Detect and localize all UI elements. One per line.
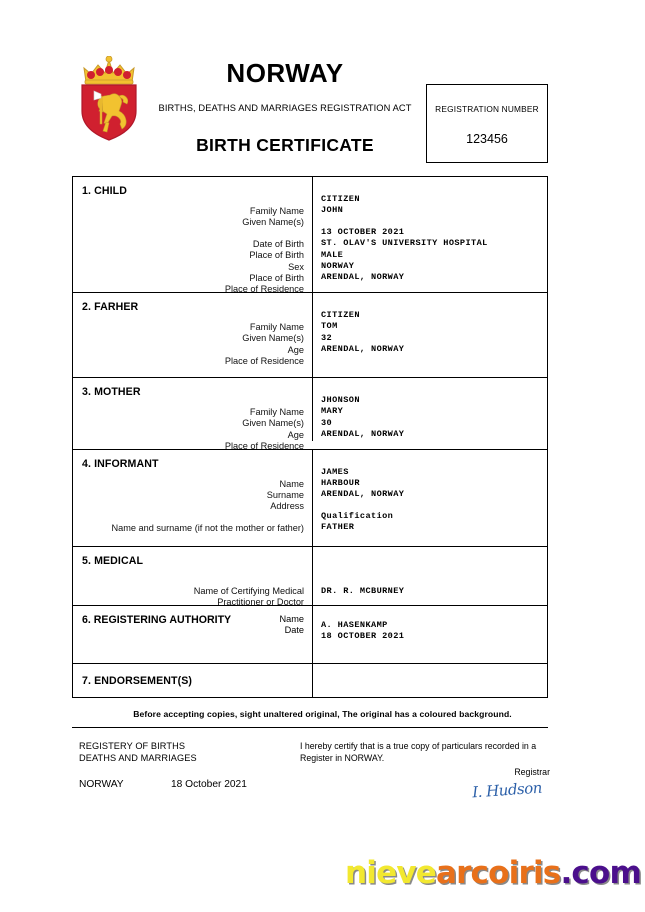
registration-number-box xyxy=(426,84,548,163)
label-place-of-birth-2: Place of Birth xyxy=(249,273,304,284)
value-family-name: CITIZEN xyxy=(321,194,360,204)
label-name: Name xyxy=(279,614,304,625)
section-child-labels xyxy=(82,206,304,296)
header-titles xyxy=(150,60,420,156)
certificate-footer xyxy=(72,727,572,827)
section-mother-left xyxy=(73,378,313,452)
registrar-signature: I. Hudson xyxy=(471,778,543,802)
section-informant-values xyxy=(321,467,541,534)
section-medical-title: 5. MEDICAL xyxy=(82,554,144,567)
section-mother-values xyxy=(321,395,541,441)
spacer xyxy=(321,217,541,227)
label-practitioner-line1: Name of Certifying Medical xyxy=(193,585,304,596)
value-given-names: JOHN xyxy=(321,205,344,216)
spacer xyxy=(82,229,304,239)
country-date-row xyxy=(79,779,247,790)
section-mother xyxy=(73,378,547,450)
section-informant xyxy=(73,450,547,547)
section-authority-labels xyxy=(231,614,304,637)
section-father-right xyxy=(313,293,547,377)
section-endorsement-right xyxy=(313,664,547,697)
value-surname: HARBOUR xyxy=(321,478,360,489)
section-mother-title: 3. MOTHER xyxy=(82,386,141,398)
certificate-header xyxy=(0,0,645,172)
label-sex: Sex xyxy=(288,261,304,272)
warning-text: Before accepting copies, sight unaltered original, The original has a coloured background. xyxy=(133,709,512,719)
label-address: Address xyxy=(270,501,304,512)
label-family-name: Family Name xyxy=(249,206,304,216)
section-registering-authority xyxy=(73,606,547,664)
section-medical-values xyxy=(321,586,541,597)
label-place-of-residence: Place of Residence xyxy=(224,356,304,367)
section-endorsement-left xyxy=(73,664,313,697)
footer-date: 18 October 2021 xyxy=(171,779,247,790)
registration-number-label: REGISTRATION NUMBER xyxy=(435,104,539,114)
value-place-of-residence: ARENDAL, NORWAY xyxy=(321,272,405,283)
section-father-values xyxy=(321,310,541,356)
section-child-left xyxy=(73,177,313,295)
registry-line-2: DEATHS AND MARRIAGES xyxy=(79,753,197,763)
value-age: 32 xyxy=(321,332,333,343)
registrar-label: Registrar xyxy=(514,767,550,777)
site-watermark xyxy=(345,855,641,891)
label-family-name: Family Name xyxy=(249,322,304,332)
section-medical xyxy=(73,547,547,606)
section-father xyxy=(73,293,547,378)
label-surname: Surname xyxy=(266,490,304,501)
value-place-of-birth-2: NORWAY xyxy=(321,261,355,272)
label-other-name: Name and surname (if not the mother or father) xyxy=(111,522,304,533)
section-father-labels xyxy=(82,322,304,368)
section-authority-left xyxy=(73,606,313,663)
value-name: A. HASENKAMP xyxy=(321,620,388,631)
value-place-of-residence: ARENDAL, NORWAY xyxy=(321,344,405,355)
section-mother-labels xyxy=(82,407,304,453)
spacer xyxy=(82,513,304,523)
section-informant-right xyxy=(313,450,547,546)
registry-block xyxy=(79,740,197,764)
section-medical-labels xyxy=(82,586,304,609)
value-qualification-label: Qualification xyxy=(321,510,394,521)
section-medical-left xyxy=(73,547,313,608)
label-family-name: Family Name xyxy=(249,407,304,417)
value-date: 18 OCTOBER 2021 xyxy=(321,631,405,642)
section-authority-title: 6. REGISTERING AUTHORITY xyxy=(82,614,232,627)
section-informant-left xyxy=(73,450,313,546)
act-subtitle: BIRTHS, DEATHS AND MARRIAGES REGISTRATION ACT xyxy=(158,103,412,114)
value-given-names: MARY xyxy=(321,406,344,417)
label-place-of-residence: Place of Residence xyxy=(224,441,304,452)
label-age: Age xyxy=(287,429,304,440)
value-place-of-residence: ARENDAL, NORWAY xyxy=(321,429,405,440)
value-place-of-birth: ST. OLAV'S UNIVERSITY HOSPITAL xyxy=(321,238,488,249)
label-practitioner-line2: Practitioner or Doctor xyxy=(217,597,304,608)
value-practitioner: DR. R. MCBURNEY xyxy=(321,585,405,596)
section-mother-right xyxy=(313,378,547,449)
label-given-names: Given Name(s) xyxy=(242,418,304,429)
section-authority-header-row xyxy=(82,614,304,637)
footer-country: NORWAY xyxy=(79,779,124,790)
value-family-name: CITIZEN xyxy=(321,310,360,320)
section-authority-values xyxy=(321,620,541,643)
section-endorsement-title: 7. ENDORSEMENT(S) xyxy=(82,675,193,688)
norway-coat-of-arms-icon xyxy=(76,56,142,142)
value-age: 30 xyxy=(321,417,333,428)
value-qualification: FATHER xyxy=(321,522,355,533)
value-name: JAMES xyxy=(321,466,349,477)
label-name: Name xyxy=(279,478,304,489)
value-address: ARENDAL, NORWAY xyxy=(321,489,405,500)
label-place-of-birth: Place of Birth xyxy=(249,250,304,261)
page-title: NORWAY xyxy=(226,58,344,88)
value-given-names: TOM xyxy=(321,321,338,332)
section-child-right xyxy=(313,177,547,292)
certificate-table xyxy=(72,176,548,698)
section-child xyxy=(73,177,547,293)
section-child-values xyxy=(321,194,541,284)
value-family-name: JHONSON xyxy=(321,395,360,405)
section-medical-right xyxy=(313,547,547,605)
spacer xyxy=(321,501,541,511)
watermark-part-3: .com xyxy=(560,855,641,891)
section-endorsement xyxy=(73,664,547,698)
section-child-title: 1. CHILD xyxy=(82,185,127,197)
value-date-of-birth: 13 OCTOBER 2021 xyxy=(321,226,405,237)
certify-statement: I hereby certify that is a true copy of particulars recorded in a Register in NORWAY. xyxy=(300,741,537,763)
section-father-title: 2. FARHER xyxy=(82,301,139,313)
label-age: Age xyxy=(287,344,304,355)
section-father-left xyxy=(73,293,313,377)
registration-number-value: 123456 xyxy=(466,132,508,146)
watermark-part-2: arcoiris xyxy=(435,855,561,891)
document-title: BIRTH CERTIFICATE xyxy=(196,135,374,156)
section-informant-title: 4. INFORMANT xyxy=(82,457,159,470)
value-sex: MALE xyxy=(321,249,344,260)
section-informant-labels xyxy=(82,479,304,535)
label-place-of-residence: Place of Residence xyxy=(224,284,304,295)
section-authority-right xyxy=(313,606,547,663)
label-date: Date xyxy=(284,625,304,636)
registry-line-1: REGISTERY OF BIRTHS xyxy=(79,741,186,751)
watermark-part-1: nieve xyxy=(345,855,436,891)
label-given-names: Given Name(s) xyxy=(242,333,304,344)
label-given-names: Given Name(s) xyxy=(242,217,304,228)
label-date-of-birth: Date of Birth xyxy=(252,238,304,249)
